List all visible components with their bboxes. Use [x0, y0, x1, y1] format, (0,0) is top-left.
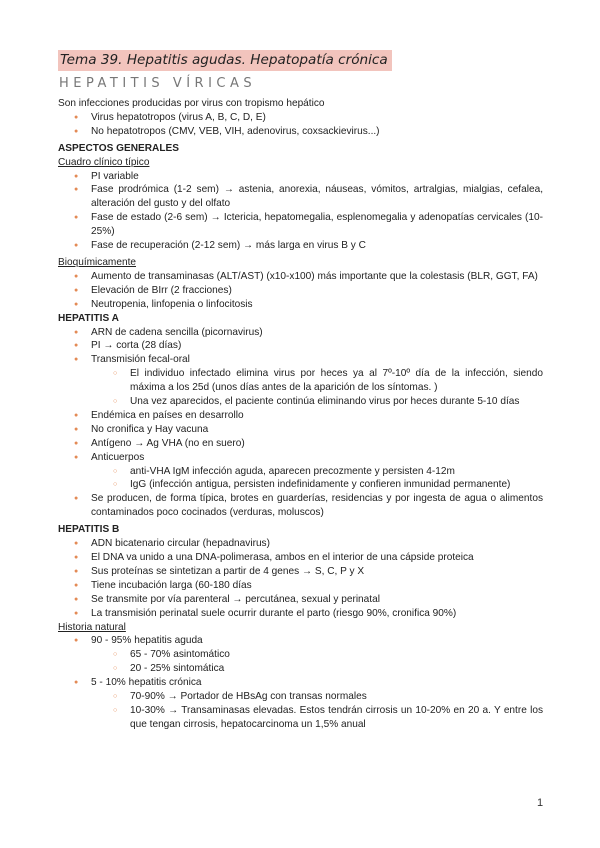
list-item: ● Aumento de transaminasas (ALT/AST) (x10-x100) más importante que la colestasis (BLR, GGT, FA) — [58, 270, 543, 284]
intro-text: Son infecciones producidas por virus con tropismo hepático — [58, 98, 325, 109]
list-item: ● Transmisión fecal-oral — [58, 353, 543, 367]
document-body — [58, 97, 543, 732]
sub-list-item: ○ Una vez aparecidos, el paciente continúa eliminando virus por heces durante 5-10 días — [58, 395, 543, 409]
list-item: ● La transmisión perinatal suele ocurrir durante el parto (riesgo 90%, cronifica 90%) — [58, 607, 543, 621]
list-item: ● 5 - 10% hepatitis crónica — [58, 676, 543, 690]
list-item: ● Neutropenia, linfopenia o linfocitosis — [58, 298, 543, 312]
heading-hepatitis-a: HEPATITIS A — [58, 312, 119, 324]
list-item: ● 90 - 95% hepatitis aguda — [58, 634, 543, 648]
historia-list — [58, 634, 543, 731]
section-subtitle: HEPATITIS VÍRICAS — [59, 76, 257, 91]
list-item: ● No cronifica y Hay vacuna — [58, 423, 543, 437]
list-item: ● Fase prodrómica (1-2 sem) → astenia, anorexia, náuseas, vómitos, artralgias, mialgias, cefalea, alteración del gusto y del olfato — [58, 183, 543, 211]
list-item: ● Se producen, de forma típica, brotes en guarderías, residencias y por ingesta de agua o alimentos contaminados poco cocinados (verduras, moluscos) — [58, 492, 543, 520]
list-item: ● ARN de cadena sencilla (picornavirus) — [58, 326, 543, 340]
sub-list-item: ○ El individuo infectado elimina virus por heces ya al 7º-10º día de la infección, siendo máxima a los 25d (unos días antes de la aparición de los síntomas. ) — [58, 367, 543, 395]
list-item: ● El DNA va unido a una DNA-polimerasa, ambos en el interior de una cápside proteica — [58, 551, 543, 565]
intro-list — [58, 111, 543, 139]
heading-aspectos-generales: ASPECTOS GENERALES — [58, 142, 179, 154]
label-historia-natural: Historia natural — [58, 621, 126, 633]
list-item: ● Antígeno → Ag VHA (no en suero) — [58, 437, 543, 451]
list-item: ● Tiene incubación larga (60-180 días — [58, 579, 543, 593]
list-item: ● Se transmite por vía parenteral → percutánea, sexual y perinatal — [58, 593, 543, 607]
page-number: 1 — [537, 797, 544, 809]
sub-list-item: ○ anti-VHA IgM infección aguda, aparecen precozmente y persisten 4-12m — [58, 465, 543, 479]
hep-b-list — [58, 537, 543, 620]
list-item: ● Anticuerpos — [58, 451, 543, 465]
sub-list-item: ○ IgG (infección antigua, persisten indefinidamente y confieren inmunidad permanente) — [58, 478, 543, 492]
list-item: ● Elevación de BIrr (2 fracciones) — [58, 284, 543, 298]
list-item: ● PI variable — [58, 170, 543, 184]
list-item: ● Fase de estado (2-6 sem) → Ictericia, hepatomegalia, esplenomegalia y adenopatías cervicales (10-25%) — [58, 211, 543, 239]
list-item: ● Sus proteínas se sintetizan a partir de 4 genes → S, C, P y X — [58, 565, 543, 579]
label-cuadro-clinico: Cuadro clínico típico — [58, 156, 150, 168]
sub-list-item: ○ 20 - 25% sintomática — [58, 662, 543, 676]
label-bioquimicamente: Bioquímicamente — [58, 256, 136, 268]
list-item: ● ADN bicatenario circular (hepadnavirus) — [58, 537, 543, 551]
list-item: ● Endémica en países en desarrollo — [58, 409, 543, 423]
list-item: ● PI → corta (28 días) — [58, 339, 543, 353]
sub-list-item: ○ 10-30% → Transaminasas elevadas. Estos tendrán cirrosis un 10-20% en 20 a. Y entre los que tengan cirrosis, hepatocarcinoma un 1,5% anual — [58, 704, 543, 732]
sub-list-item: ○ 70-90% → Portador de HBsAg con transas normales — [58, 690, 543, 704]
page-title: Tema 39. Hepatitis agudas. Hepatopatía crónica — [58, 50, 392, 71]
heading-hepatitis-b: HEPATITIS B — [58, 524, 120, 536]
cuadro-list — [58, 170, 543, 253]
hep-a-list — [58, 326, 543, 521]
list-item: ● Fase de recuperación (2-12 sem) → más larga en virus B y C — [58, 239, 543, 253]
bioq-list — [58, 270, 543, 312]
list-item: ● No hepatotropos (CMV, VEB, VIH, adenovirus, coxsackievirus...) — [58, 125, 543, 139]
sub-list-item: ○ 65 - 70% asintomático — [58, 648, 543, 662]
list-item: ● Virus hepatotropos (virus A, B, C, D, E) — [58, 111, 543, 125]
